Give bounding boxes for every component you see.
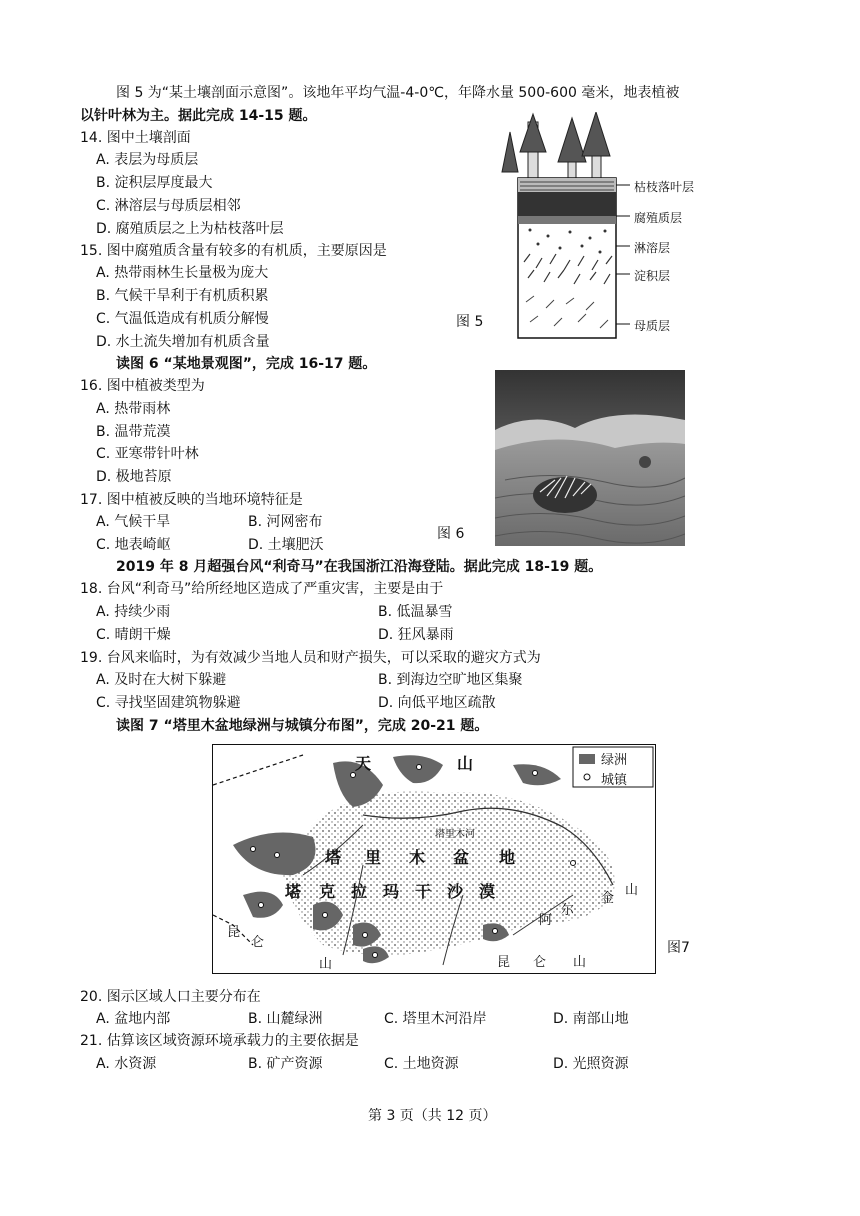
- q16-option-b: B. 温带荒漠: [96, 424, 171, 440]
- map-label-shan3: 山: [573, 955, 587, 970]
- map-label-desert-7: 漠: [479, 882, 496, 901]
- map-label-kun1: 昆: [227, 925, 241, 940]
- intro-16-17: 读图 6 “某地景观图”，完成 16-17 题。: [116, 356, 377, 372]
- soil-profile-illustration: [500, 112, 730, 344]
- q19-option-b: B. 到海边空旷地区集聚: [378, 672, 523, 688]
- map-label-basin-5: 地: [499, 848, 516, 867]
- map-label-aer-2: 尔: [561, 903, 575, 918]
- q16-option-c: C. 亚寒带针叶林: [96, 446, 199, 462]
- q16-option-a: A. 热带雨林: [96, 401, 171, 417]
- q18-stem: 18. 台风“利奇马”给所经地区造成了严重灾害，主要是由于: [80, 581, 444, 597]
- layer-label-leaching: 淋溶层: [634, 241, 671, 255]
- layer-label-parent: 母质层: [634, 319, 671, 333]
- q18-option-a: A. 持续少雨: [96, 604, 171, 620]
- q21-option-d: D. 光照资源: [553, 1056, 629, 1072]
- q21-option-a: A. 水资源: [96, 1056, 157, 1072]
- q17-option-a: A. 气候干旱: [96, 514, 171, 530]
- q15-option-a: A. 热带雨林生长量极为庞大: [96, 265, 269, 281]
- q17-option-c: C. 地表崎岖: [96, 537, 171, 553]
- page-footer: 第 3 页（共 12 页）: [368, 1108, 497, 1124]
- q14-option-b: B. 淀积层厚度最大: [96, 175, 213, 191]
- figure-7-tarim-map: [212, 744, 656, 974]
- q14-option-c: C. 淋溶层与母质层相邻: [96, 198, 241, 214]
- q19-stem: 19. 台风来临时，为有效减少当地人员和财产损失，可以采取的避灾方式为: [80, 650, 541, 666]
- q18-option-d: D. 狂风暴雨: [378, 627, 454, 643]
- figure-5-soil-profile: [500, 112, 730, 344]
- q20-option-a: A. 盆地内部: [96, 1011, 171, 1027]
- q17-stem: 17. 图中植被反映的当地环境特征是: [80, 492, 303, 508]
- q14-option-a: A. 表层为母质层: [96, 152, 199, 168]
- q15-option-d: D. 水土流失增加有机质含量: [96, 334, 270, 350]
- q16-option-d: D. 极地苔原: [96, 469, 172, 485]
- desert-landscape-illustration: [495, 370, 685, 546]
- q15-option-b: B. 气候干旱利于有机质积累: [96, 288, 269, 304]
- intro-14-15-line2: 以针叶林为主。据此完成 14-15 题。: [80, 108, 317, 124]
- legend-town: 城镇: [601, 773, 628, 788]
- q17-option-b: B. 河网密布: [248, 514, 323, 530]
- map-label-desert-1: 塔: [285, 882, 302, 901]
- map-label-aer-4: 山: [625, 883, 639, 898]
- q19-option-d: D. 向低平地区疏散: [378, 695, 496, 711]
- q21-option-b: B. 矿产资源: [248, 1056, 323, 1072]
- figure-7-caption: 图7: [667, 940, 690, 956]
- map-label-desert-3: 拉: [351, 882, 368, 901]
- map-label-basin-4: 盆: [453, 848, 470, 867]
- map-label-desert-5: 干: [415, 882, 432, 901]
- map-label-shan1: 山: [457, 754, 474, 773]
- q19-option-a: A. 及时在大树下躲避: [96, 672, 227, 688]
- map-label-tian: 天: [355, 754, 372, 773]
- map-label-aer-1: 阿: [539, 913, 553, 928]
- map-label-basin-2: 里: [365, 848, 382, 867]
- map-label-aer-3: 金: [601, 891, 615, 906]
- figure-5-caption: 图 5: [456, 314, 484, 330]
- q20-option-d: D. 南部山地: [553, 1011, 629, 1027]
- q15-stem: 15. 图中腐殖质含量有较多的有机质，主要原因是: [80, 243, 387, 259]
- q18-option-c: C. 晴朗干燥: [96, 627, 171, 643]
- map-label-basin-1: 塔: [325, 848, 342, 867]
- q16-stem: 16. 图中植被类型为: [80, 378, 205, 394]
- map-label-lun2: 仑: [533, 955, 547, 970]
- q17-option-d: D. 土壤肥沃: [248, 537, 324, 553]
- q18-option-b: B. 低温暴雪: [378, 604, 453, 620]
- map-label-lun1: 仑: [251, 935, 265, 950]
- map-label-desert-2: 克: [319, 882, 336, 901]
- intro-20-21: 读图 7 “塔里木盆地绿洲与城镇分布图”，完成 20-21 题。: [116, 718, 489, 734]
- legend-oasis: 绿洲: [601, 753, 628, 768]
- layer-label-illuviation: 淀积层: [634, 269, 671, 283]
- q19-option-c: C. 寻找坚固建筑物躲避: [96, 695, 241, 711]
- map-label-kun2: 昆: [497, 955, 511, 970]
- q14-stem: 14. 图中土壤剖面: [80, 130, 191, 146]
- tarim-basin-map: [213, 745, 655, 973]
- intro-14-15-line1: 图 5 为“某土壤剖面示意图”。该地年平均气温-4-0℃，年降水量 500-600 毫米，地表植被: [116, 85, 680, 101]
- intro-18-19: 2019 年 8 月超强台风“利奇马”在我国浙江沿海登陆。据此完成 18-19 题。: [116, 559, 603, 575]
- map-label-tarim-river: 塔里木河: [435, 829, 475, 840]
- q14-option-d: D. 腐殖质层之上为枯枝落叶层: [96, 221, 284, 237]
- q20-option-c: C. 塔里木河沿岸: [384, 1011, 487, 1027]
- q21-stem: 21. 估算该区域资源环境承载力的主要依据是: [80, 1033, 359, 1049]
- layer-label-humus: 腐殖质层: [634, 211, 683, 225]
- map-label-basin-3: 木: [409, 848, 426, 867]
- layer-label-litter: 枯枝落叶层: [634, 180, 695, 194]
- map-label-shan2: 山: [319, 957, 333, 972]
- map-label-desert-6: 沙: [447, 882, 464, 901]
- q20-option-b: B. 山麓绿洲: [248, 1011, 323, 1027]
- figure-6-desert-photo: [495, 370, 685, 546]
- q21-option-c: C. 土地资源: [384, 1056, 459, 1072]
- q20-stem: 20. 图示区域人口主要分布在: [80, 989, 261, 1005]
- map-label-desert-4: 玛: [383, 882, 400, 901]
- figure-6-caption: 图 6: [437, 526, 465, 542]
- q15-option-c: C. 气温低造成有机质分解慢: [96, 311, 269, 327]
